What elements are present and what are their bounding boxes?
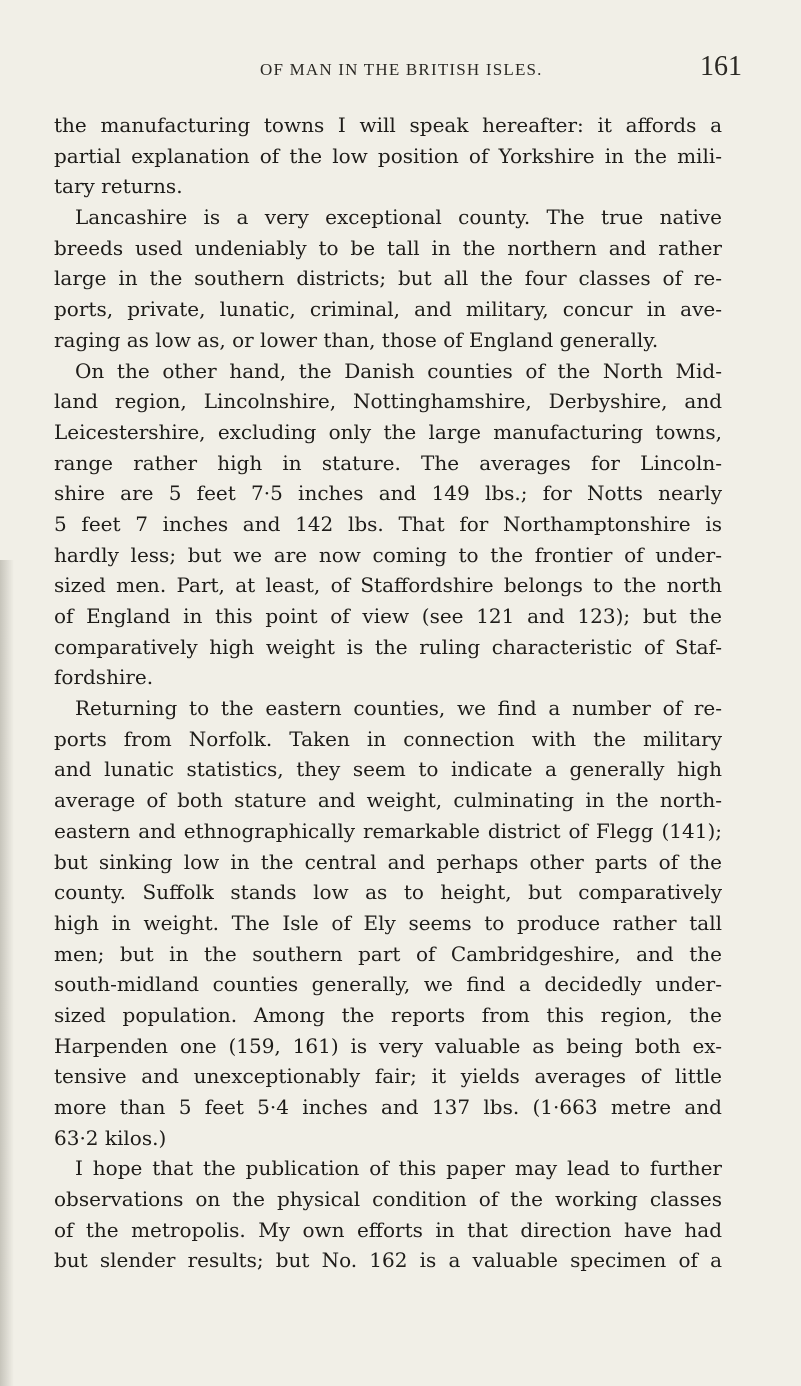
text-line: large in the southern districts; but all the four classes of re- [54,266,722,291]
text-line: Harpenden one (159, 161) is very valuable as being both ex- [54,1033,722,1058]
text-line: more than 5 feet 5·4 inches and 137 lbs. (1·663 metre and [54,1095,722,1119]
text-line: average of both stature and weight, culminating in the north- [54,788,722,813]
body-text [54,110,722,1276]
text-line: tensive and unexceptionably fair; it yields averages of little [54,1064,722,1089]
text-line: shire are 5 feet 7·5 inches and 149 lbs.; for Notts nearly [54,481,722,506]
text-line: ports from Norfolk. Taken in connection with the military [54,726,722,751]
text-line: but sinking low in the central and perhaps other parts of the [54,849,722,874]
page-header [0,0,801,100]
text-line: raging as low as, or lower than, those of England generally. [54,327,659,352]
text-line: 5 feet 7 inches and 142 lbs. That for Northamptonshire is [54,511,722,536]
text-line: observations on the physical condition of the working classes [54,1187,722,1212]
text-line: Returning to the eastern counties, we find a number of re- [75,696,722,721]
text-line: fordshire. [54,665,154,690]
text-line: of the metropolis. My own efforts in that direction have had [54,1217,722,1242]
text-line: of England in this point of view (see 121 and 123); but the [54,604,722,628]
text-line: ports, private, lunatic, criminal, and military, concur in ave- [54,297,722,322]
page-edge-shadow [0,560,14,1386]
text-line: sized population. Among the reports from this region, the [54,1002,722,1027]
text-line: hardly less; but we are now coming to the frontier of under- [54,542,722,567]
text-line: and lunatic statistics, they seem to indicate a generally high [54,757,722,782]
page-number: 161 [700,51,742,82]
text-line: men; but in the southern part of Cambridgeshire, and the [54,941,722,966]
text-line: range rather high in stature. The averages for Lincoln- [54,450,722,475]
text-line: partial explanation of the low position of Yorkshire in the mili- [54,143,722,168]
text-line: 63·2 kilos.) [54,1125,167,1150]
text-line: I hope that the publication of this paper may lead to further [75,1156,722,1181]
text-line: comparatively high weight is the ruling characteristic of Staf- [54,634,722,659]
text-line: high in weight. The Isle of Ely seems to produce rather tall [54,910,722,935]
text-line: Lancashire is a very exceptional county. The true native [75,205,722,230]
text-line: but slender results; but No. 162 is a valuable specimen of a [54,1248,722,1273]
text-line: the manufacturing towns I will speak hereafter: it affords a [54,113,722,137]
text-line: eastern and ethnographically remarkable district of Flegg (141); [54,818,722,843]
text-line: Leicestershire, excluding only the large manufacturing towns, [54,419,722,444]
text-line: sized men. Part, at least, of Staffordshire belongs to the north [54,573,722,598]
text-line: county. Suffolk stands low as to height, but comparatively [54,880,722,905]
text-line: On the other hand, the Danish counties of the North Mid- [75,358,722,383]
running-head: OF MAN IN THE BRITISH ISLES. [260,60,543,79]
text-line: south-midland counties generally, we find a decidedly under- [54,972,722,997]
text-line: land region, Lincolnshire, Nottinghamshire, Derbyshire, and [54,389,722,414]
text-line: breeds used undeniably to be tall in the northern and rather [54,235,722,260]
text-line: tary returns. [54,174,183,199]
